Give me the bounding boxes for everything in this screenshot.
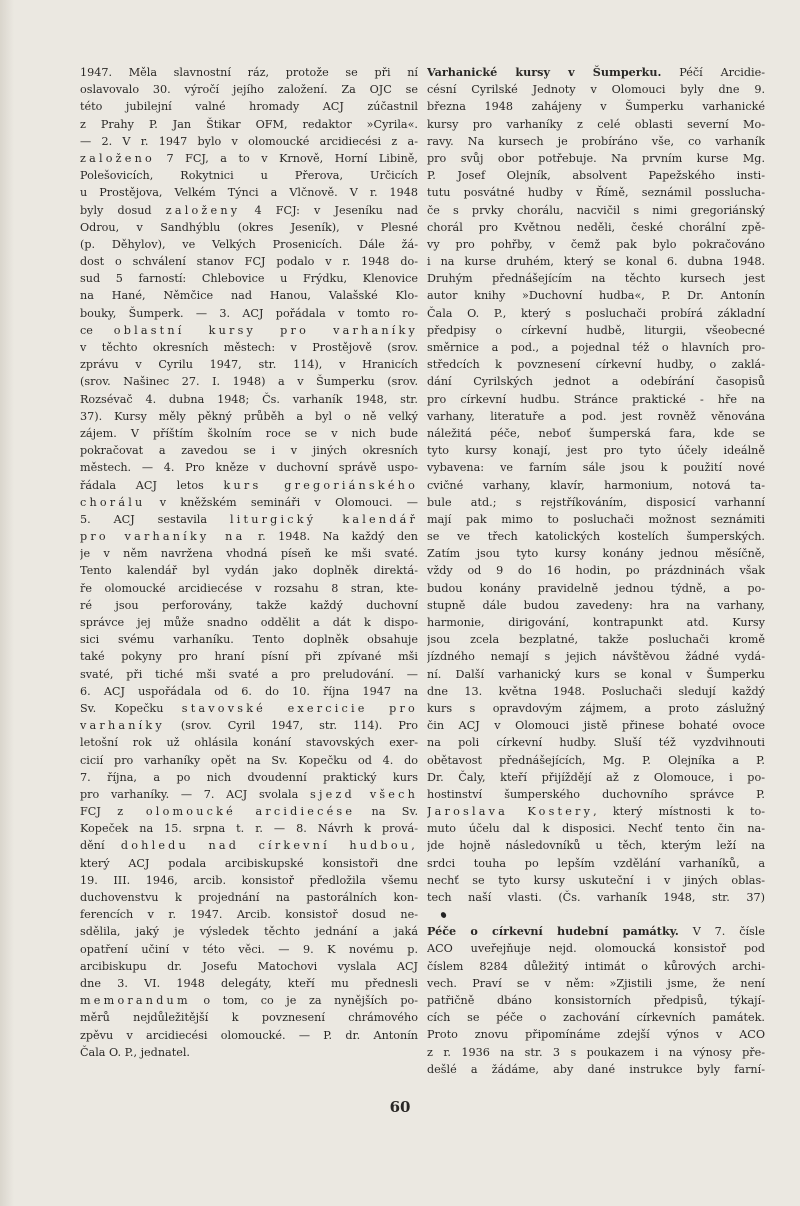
text-line: če s prvky chorálu, nacvičil s nimi gregoriánský	[427, 203, 765, 217]
spaced-emphasis: z olomoucké arcidiecése	[117, 805, 356, 819]
text-line: středcích k povznesení církevní hudby, o zaklá-	[427, 358, 765, 372]
text-line: dne 13. května 1948. Posluchači sledují každý	[427, 684, 765, 698]
spaced-emphasis: Jaroslava Kostery	[427, 805, 594, 819]
left-column	[80, 64, 418, 1061]
text-line	[80, 700, 418, 717]
text-line: dne 3. VI. 1948 delegáty, kteří mu přednesli	[80, 976, 418, 990]
text-segment: 5. ACJ sestavila	[80, 512, 230, 526]
text-line	[427, 803, 765, 820]
text-line: vy pro pohřby, v čemž pak bylo pokračováno	[427, 237, 765, 251]
text-line: Čala O. P., jednatel.	[80, 1045, 190, 1059]
spaced-emphasis: liturgický kalendář	[229, 512, 418, 526]
text-line: jde hojně následovníků u těch, kterým leží na	[427, 839, 765, 853]
text-line: ferencích v r. 1947. Arcib. konsistoř dosud ne-	[80, 908, 418, 922]
page-number: 60	[389, 1098, 411, 1116]
text-line: jízdného nemají s jejich návštěvou žádné vydá-	[427, 650, 765, 664]
text-line	[80, 477, 418, 494]
text-segment: Péčí Arcidie-	[661, 66, 765, 79]
text-line: pokračovat a zavedou se i v jiných okresních	[80, 444, 418, 458]
text-segment: dění	[80, 839, 121, 853]
text-segment: pro varhaníky. — 7. ACJ svolala	[80, 787, 311, 801]
text-line: patřičně dbáno konsistorních předpisů, týkají-	[427, 993, 765, 1007]
text-line: mají pak mimo to posluchači možnost seznámiti	[427, 512, 765, 526]
text-segment: řádala ACJ letos	[80, 478, 224, 492]
text-line: měrů nejdůležitější k povznesení chrámového	[80, 1011, 418, 1025]
text-line	[80, 992, 418, 1009]
spaced-emphasis: oblastní kursy pro varhaníky	[113, 323, 418, 337]
text-line: čin ACJ v Olomouci jistě přinese bohaté ovoce	[427, 719, 765, 733]
text-line: městech. — 4. Pro kněze v duchovní správě uspo-	[80, 461, 418, 475]
text-line: stupně dále budou zavedeny: hra na varhany,	[427, 598, 765, 612]
text-line: Zatím jsou tyto kursy konány jednou měsíčně,	[427, 547, 765, 561]
article-varhanicke-kursy	[427, 64, 765, 906]
text-line: (p. Děhylov), ve Velkých Prosenicích. Dále žá-	[80, 237, 418, 251]
text-line: z Prahy P. Jan Štikar OFM, redaktor »Cyrila«.	[80, 117, 418, 131]
text-line: náležitá péče, neboť šumperská fara, kde se	[427, 426, 765, 440]
text-line: dání Cyrilských jednot a odebírání časopisů	[427, 375, 765, 389]
spaced-emphasis: pro varhaníky na	[80, 530, 246, 544]
text-line: ře olomoucké arcidiecése v rozsahu 8 stran, kte-	[80, 581, 418, 595]
text-line: 1947. Měla slavnostní ráz, protože se při ní	[80, 66, 418, 79]
text-line: ravy. Na kursech je probíráno vše, co varhaník	[427, 134, 765, 148]
text-line: zprávu v Cyrilu 1947, str. 114), v Hranicích	[80, 358, 418, 372]
text-line: Tento kalendář byl vydán jako doplněk direktá-	[80, 564, 418, 578]
text-line: autor knihy »Duchovní hudba«, P. Dr. Antonín	[427, 289, 765, 303]
text-line: Rozsévač 4. dubna 1948; Čs. varhaník 1948, str.	[80, 392, 418, 406]
article-heading: Péče o církevní hudební památky.	[427, 924, 679, 939]
spaced-emphasis: kurs gregoriánského	[223, 478, 418, 492]
text-line: 19. III. 1946, arcib. konsistoř předložila všemu	[80, 873, 418, 887]
text-line: 37). Kursy měly pěkný průběh a byl o ně velký	[80, 409, 418, 423]
text-line: který ACJ podala arcibiskupské konsistoři dne	[80, 856, 418, 870]
text-line: této jubilejní valné hromady ACJ zúčastnil	[80, 100, 418, 114]
text-line: dost o schválení stanov FCJ podalo v r. 1948 do-	[80, 255, 418, 269]
text-line: číslem 8284 důležitý intimát o kůrových archi-	[427, 959, 765, 973]
text-segment: , který místnosti k to-	[593, 805, 765, 819]
right-column	[427, 64, 765, 1078]
text-line	[80, 717, 418, 734]
text-line: v těchto okresních městech: v Prostějově (srov.	[80, 341, 418, 354]
text-segment: byly dosud	[80, 203, 166, 217]
text-line	[427, 64, 765, 81]
text-line	[80, 803, 418, 820]
text-line: vech. Praví se v něm: »Zjistili jsme, že není	[427, 976, 765, 990]
bullet-mark-icon	[440, 911, 447, 919]
text-line: 6. ACJ uspořádala od 6. do 10. října 1947 na	[80, 684, 418, 698]
text-line	[80, 528, 418, 545]
article-heading: Varhanické kursy v Šumperku.	[427, 65, 662, 79]
spaced-emphasis: sjezd všech	[310, 787, 418, 801]
text-line: chorál pro Květnou neděli, české chorální zpě-	[427, 220, 765, 234]
text-segment: r. 1948. Na každý den	[245, 530, 418, 544]
text-line: vždy od 9 do 16 hodin, po prázdninách však	[427, 564, 765, 578]
text-line: kursy pro varhaníky z celé oblasti severní Mo-	[427, 117, 765, 131]
text-line: srdci touha po lepším vzdělání varhaníků, a	[427, 856, 765, 870]
text-line: nechť se tyto kursy uskuteční i v jiných oblas-	[427, 873, 765, 887]
spaced-emphasis: varhaníky	[80, 719, 165, 733]
text-segment: 4 FCJ: v Jeseníku nad	[240, 203, 418, 217]
text-line: varhany, literatuře a pod. jest rovněž věnována	[427, 409, 765, 423]
text-line: zájem. V příštím školním roce se v nich bude	[80, 426, 418, 440]
scan-edge-shadow	[0, 0, 14, 1206]
spaced-emphasis: memorandum	[80, 994, 191, 1008]
text-line: Druhým přednášejícím na těchto kursech jest	[427, 272, 765, 286]
text-line: je v něm navržena vhodná píseň ke mši svaté.	[80, 547, 418, 561]
text-line: dešlé a žádáme, aby dané instrukce byly farní-	[427, 1062, 765, 1076]
text-line: hostinství šumperského duchovního správce P.	[427, 787, 765, 801]
text-line: oslavovalo 30. výročí jejího založení. Za OJC se	[80, 83, 418, 97]
text-line	[80, 494, 418, 511]
text-line: tutu posvátné hudby v Římě, seznámil posslucha-	[427, 186, 765, 200]
text-line: Polešovicích, Rokytnici u Přerova, Určicích	[80, 169, 418, 183]
text-line: na Hané, Němčice nad Hanou, Valašské Klo-	[80, 289, 418, 303]
article-pece-o-pamatky	[427, 923, 765, 1078]
text-line: P. Josef Olejník, absolvent Papežského insti-	[427, 169, 765, 183]
text-line: března 1948 zahájeny v Šumperku varhanické	[427, 100, 765, 114]
text-line: — 2. V r. 1947 bylo v olomoucké arcidiecési z a-	[80, 134, 418, 148]
text-line: Čala O. P., který s posluchači probírá základní	[427, 306, 765, 320]
text-line: kurs s opravdovým zájmem, a proto záslužný	[427, 701, 765, 715]
text-segment: (srov. Cyril 1947, str. 114). Pro	[164, 719, 418, 733]
text-line: ní. Další varhanický kurs se konal v Šumperku	[427, 667, 765, 681]
text-segment: o tom, co je za nynějších po-	[190, 994, 418, 1008]
text-line: i na kurse druhém, který se konal 6. dubna 1948.	[427, 255, 765, 269]
text-line: harmonie, dirigování, kontrapunkt atd. Kursy	[427, 616, 765, 629]
text-line	[80, 786, 418, 803]
text-segment: FCJ	[80, 805, 118, 819]
section-separator	[427, 906, 765, 923]
text-line: 7. října, a po nich dvoudenní praktický kurs	[80, 770, 418, 784]
text-line: Dr. Čaly, kteří přijíždějí až z Olomouce, i po-	[427, 770, 765, 784]
text-segment: ce	[80, 323, 114, 337]
text-line: také pokyny pro hraní písní při zpívané mši	[80, 650, 418, 664]
text-line: směrnice a pod., a pojednal též o hlavních pro-	[427, 341, 765, 354]
text-line	[80, 202, 418, 219]
text-line: muto účelu dal k disposici. Nechť tento čin na-	[427, 822, 765, 836]
text-line	[80, 837, 418, 854]
text-line: předpisy o církevní hudbě, liturgii, všeobecné	[427, 323, 765, 337]
spaced-emphasis: založeny	[165, 203, 241, 217]
text-segment: v kněžském semináři v Olomouci. —	[145, 495, 418, 509]
text-line: ACO uveřejňuje nejd. olomoucká konsistoř pod	[427, 942, 765, 956]
text-line: duchovenstvu k projednání na pastorálních kon-	[80, 891, 418, 904]
text-line: tyto kursy konají, jest pro tyto účely ideálně	[427, 444, 765, 458]
spaced-emphasis: dohledu nad církevní hudbou,	[120, 839, 418, 853]
text-line: opatření učiní v této věci. — 9. K novému p.	[80, 942, 418, 956]
text-line	[80, 322, 418, 339]
text-segment: 7 FCJ, a to v Krnově, Horní Libině,	[154, 151, 418, 165]
spaced-emphasis: stavovské exercicie pro	[181, 701, 418, 715]
text-line: ré jsou perforovány, takže každý duchovní	[80, 598, 418, 612]
text-line: (srov. Našinec 27. I. 1948) a v Šumperku (srov.	[80, 375, 418, 389]
text-line: pro církevní hudbu. Stránce praktické - hře na	[427, 392, 765, 406]
text-line: na poli církevní hudby. Sluší též vyzdvihnouti	[427, 736, 765, 750]
text-line: arcibiskupu dr. Josefu Matochovi vyslala ACJ	[80, 959, 418, 973]
text-line: sici svému varhaníku. Tento doplněk obsahuje	[80, 633, 418, 647]
text-line: vybavena: ve farním sále jsou k použití nové	[427, 461, 765, 475]
text-line: Odrou, v Sandhýblu (okres Jeseník), v Plesné	[80, 220, 418, 234]
text-line: z r. 1936 na str. 3 s poukazem i na výnosy pře-	[427, 1045, 765, 1059]
text-line: Kopeček na 15. srpna t. r. — 8. Návrh k prová-	[80, 822, 418, 836]
text-line: budou konány pravidelně jednou týdně, a po-	[427, 581, 765, 595]
text-segment: na Sv.	[355, 805, 418, 819]
text-segment: Sv. Kopečku	[80, 701, 182, 715]
text-line: pro svůj obor potřebuje. Na prvním kurse Mg.	[427, 151, 765, 165]
text-line	[427, 923, 765, 940]
spaced-emphasis: chorálu	[80, 495, 146, 509]
text-line: cích se péče o zachování církevních památek.	[427, 1011, 765, 1025]
text-line	[80, 150, 418, 167]
text-line: svaté, při tiché mši svaté a pro preludování. —	[80, 667, 418, 681]
text-line: cicií pro varhaníky opět na Sv. Kopečku od 4. do	[80, 753, 418, 767]
text-line: césní Cyrilské Jednoty v Olomouci byly dne 9.	[427, 83, 765, 97]
text-line: sud 5 farností: Chlebovice u Frýdku, Klenovice	[80, 272, 418, 286]
spaced-emphasis: založeno	[80, 151, 155, 165]
text-line	[80, 511, 418, 528]
text-line: u Prostějova, Velkém Týnci a Vlčnově. V r. 1948	[80, 186, 418, 200]
text-line: obětavost přednášejících, Mg. P. Olejníka a P.	[427, 753, 765, 767]
text-line: letošní rok už ohlásila konání stavovských exer-	[80, 736, 418, 750]
text-segment: V 7. čísle	[678, 925, 765, 939]
text-line: správce jej může snadno oddělit a dát k dispo-	[80, 616, 418, 629]
text-line: se ve třech katolických kostelích šumperských.	[427, 530, 765, 544]
text-line: tech naší vlasti. (Čs. varhaník 1948, str. 37)	[427, 891, 765, 904]
text-line: bouky, Šumperk. — 3. ACJ pořádala v tomto ro-	[80, 306, 418, 320]
text-line: zpěvu v arcidiecési olomoucké. — P. dr. Antonín	[80, 1028, 418, 1042]
text-line: sdělila, jaký je výsledek těchto jednání a jaká	[80, 925, 418, 939]
text-line: cvičné varhany, klavír, harmonium, notová ta-	[427, 478, 765, 492]
text-line: jsou zcela bezplatné, takže posluchači kromě	[427, 633, 765, 647]
text-line: Proto znovu připomínáme zdejší výnos v ACO	[427, 1028, 765, 1042]
text-line: bule atd.; s rejstříkováním, disposicí varhanní	[427, 495, 765, 509]
